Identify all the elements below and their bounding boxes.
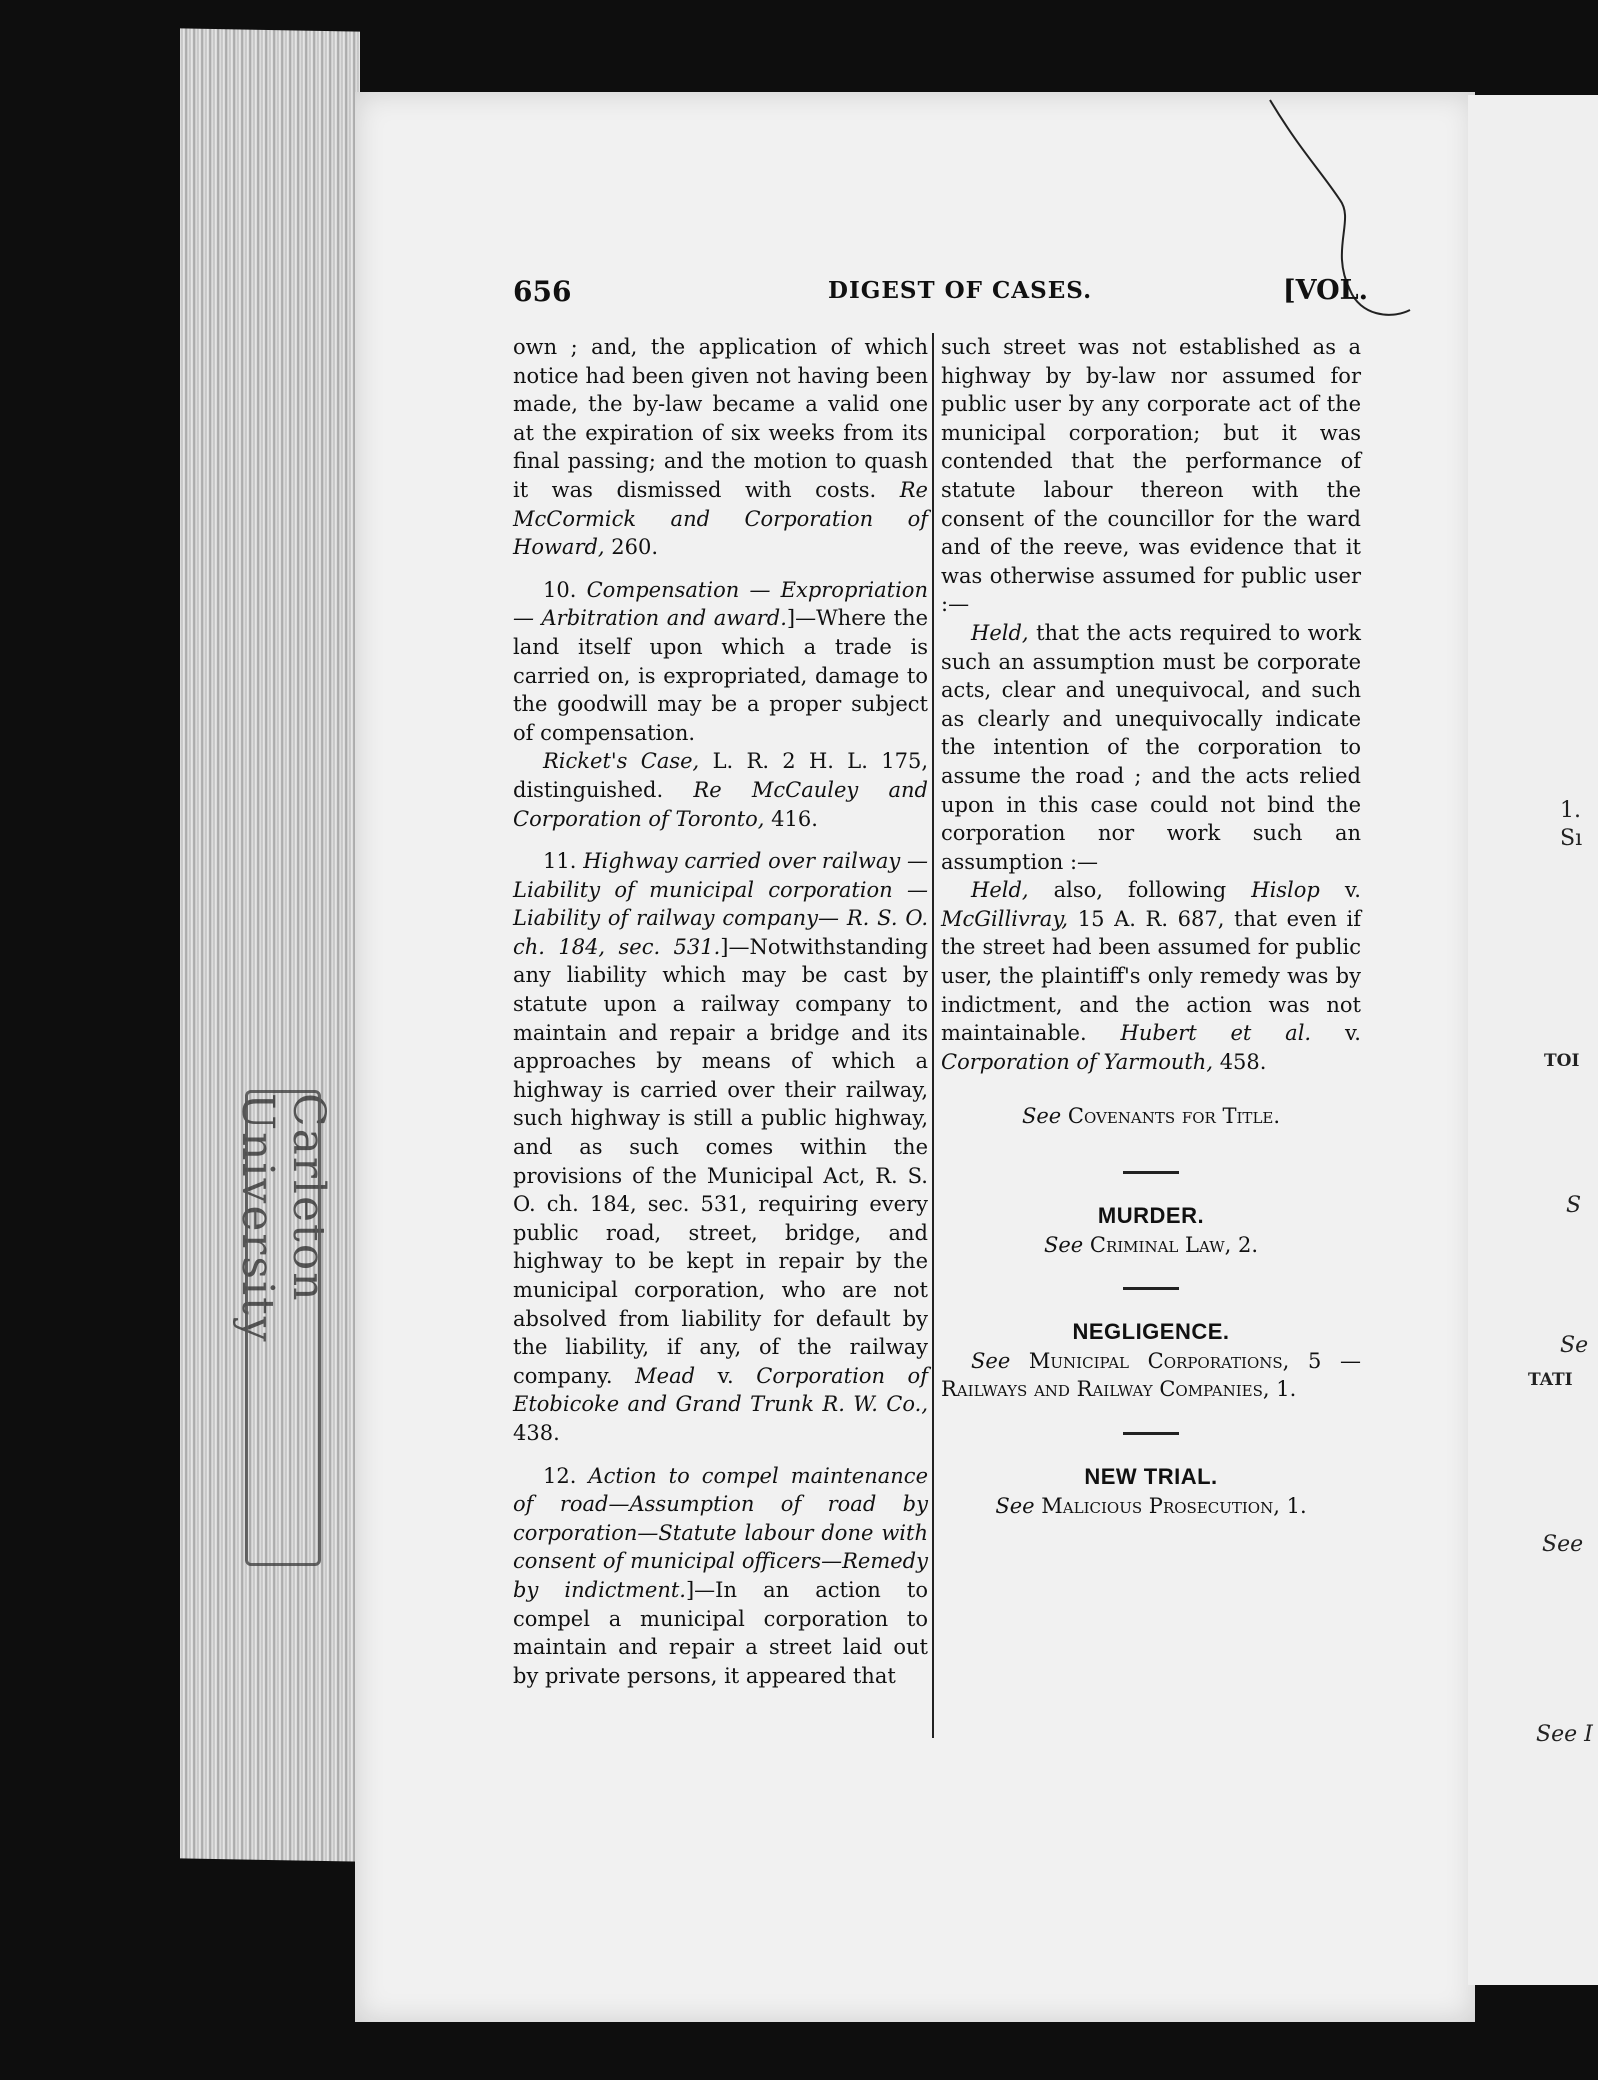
see-word: See: [1021, 1104, 1062, 1129]
paragraph-text: own ; and, the application of which notice had been given not having been made, the by-law became a valid one at the expiration of six weeks from its final passing; and the motion to quash it was dismissed with costs.: [513, 335, 928, 502]
case-name: Ricket's Case,: [543, 749, 700, 774]
case-citation: Corporation of Etobicoke and Grand Trunk R. W. Co.,: [513, 1363, 928, 1417]
page-ref: 416.: [771, 806, 818, 831]
see-word: See: [995, 1493, 1035, 1518]
entry-text: ]—Where the land itself upon which a trade is carried on, is expropriated, damage to the goodwill may be a proper subject of compensation.: [513, 606, 928, 745]
facing-fragment: See: [1542, 1532, 1584, 1557]
library-stamp: Carleton University: [245, 1090, 321, 1566]
right-column: [941, 333, 1361, 1520]
holding-text: 15 A. R. 687, that even if the street had been assumed for public user, the plaintiff's only remedy was by indictment, and the action was not maintainable.: [941, 906, 1361, 1046]
paragraph-continued: [513, 333, 928, 562]
page-number: 656: [513, 275, 572, 308]
case-citation: Re McCormick and Corporation of Howard,: [513, 477, 928, 560]
case-citation: Corporation of Yarmouth,: [941, 1049, 1213, 1074]
facing-fragment: TOI: [1544, 1051, 1580, 1071]
entry-text: ]—Notwithstanding any liability which may be cast by statute upon a railway company to maintain and repair a bridge and its approaches by means of which a highway is carried over their railway, such highway is still a public highway, and as such comes within the provisions of the Municipal Act, R. S. O. ch. 184, sec. 531, requiring every public road, street, bridge, and highway to be kept in repair by the municipal corporation, who are not absolved from liability for default by the liability, if any, of the railway company.: [513, 934, 928, 1388]
entry-number: 12.: [543, 1463, 577, 1488]
entry-10-note: [513, 747, 928, 833]
facing-fragment: Sı: [1560, 826, 1583, 851]
facing-fragment: TATI: [1528, 1370, 1573, 1390]
running-title: DIGEST OF CASES.: [828, 277, 1093, 304]
heading-murder: MURDER.: [1097, 1203, 1205, 1229]
versus: v.: [717, 1363, 734, 1388]
holding-2: [941, 876, 1361, 1076]
column-divider: [932, 333, 934, 1738]
facing-fragment: 1.: [1560, 798, 1581, 823]
heading-negligence: NEGLIGENCE.: [1072, 1319, 1230, 1345]
entry-12: [513, 1462, 928, 1691]
versus: v.: [1344, 878, 1361, 903]
facing-fragment: S: [1566, 1193, 1582, 1218]
entry-text: ]—In an action to compel a municipal corporation to maintain and repair a street laid out by private persons, it appeared that: [513, 1577, 928, 1688]
facing-page: [1468, 95, 1598, 1985]
see-target: Municipal Corporations, 5 —Railways and Railway Companies, 1.: [941, 1348, 1361, 1402]
page-ref: 260.: [611, 535, 659, 560]
entry-number: 10.: [543, 577, 577, 602]
page-ref: 438.: [513, 1420, 560, 1445]
section-rule: [1123, 1432, 1179, 1435]
versus: v.: [1344, 1021, 1361, 1046]
case-citation: Hubert et al.: [1120, 1021, 1312, 1046]
entry-11: [513, 847, 928, 1447]
entry-title: Compensation — Expropriation — Arbitration and award.: [513, 577, 928, 631]
case-citation: Re McCauley and Corporation of Toronto,: [513, 777, 928, 831]
section-rule: [1123, 1171, 1179, 1174]
cross-reference: [941, 1492, 1361, 1521]
see-target: Criminal Law, 2.: [1089, 1232, 1259, 1257]
entry-text: L. R. 2 H. L. 175, distinguished.: [513, 749, 928, 802]
held-label: Held,: [971, 620, 1029, 645]
volume-mark: [VOL.: [1282, 275, 1368, 306]
paragraph-continued: such street was not established as a highway by by-law nor assumed for public user by any corporate act of the municipal corporation; but it was contended that the performance of statute labour thereon with the consent of the councillor for the ward and of the reeve, was evidence that it was otherwise assumed for public user :—: [941, 335, 1361, 617]
see-target: Malicious Prosecution, 1.: [1041, 1493, 1307, 1518]
cross-reference: [941, 1102, 1361, 1131]
entry-number: 11.: [543, 849, 577, 874]
heading-new-trial: NEW TRIAL.: [1084, 1464, 1218, 1489]
left-column: [513, 333, 928, 1690]
facing-fragment: See I: [1536, 1722, 1593, 1747]
page-ref: 458.: [1219, 1049, 1267, 1074]
entry-title: Highway carried over railway —Liability of municipal corporation —Liability of railway company— R. S. O. ch. 184, sec. 531.: [513, 849, 928, 959]
entry-10: [513, 576, 928, 748]
case-citation: Mead: [635, 1363, 696, 1388]
running-header: [513, 275, 1368, 315]
page-block-edge: [180, 28, 360, 1861]
held-label: Held,: [971, 878, 1029, 903]
holding-text: also, following: [1053, 878, 1227, 903]
entry-title: Action to compel maintenance of road—Assumption of road by corporation—Statute labour done with consent of municipal officers—Remedy by indictment.: [513, 1463, 928, 1602]
cross-reference: [941, 1347, 1361, 1404]
cross-reference: [941, 1231, 1361, 1260]
case-name: McGillivray,: [941, 906, 1069, 931]
case-name: Hislop: [1251, 878, 1320, 903]
section-rule: [1123, 1287, 1179, 1290]
holding-text: that the acts required to work such an assumption must be corporate acts, clear and unequivocal, and such as clearly and unequivocally indicate the intention of the corporation to assume the road ; and the acts relied upon in this case could not bind the corporation nor work such an assumption :—: [941, 620, 1361, 874]
facing-fragment: Se: [1560, 1333, 1589, 1358]
see-target: Covenants for Title.: [1067, 1104, 1281, 1129]
holding-1: [941, 619, 1361, 876]
see-word: See: [1043, 1232, 1084, 1257]
see-word: See: [971, 1348, 1011, 1373]
